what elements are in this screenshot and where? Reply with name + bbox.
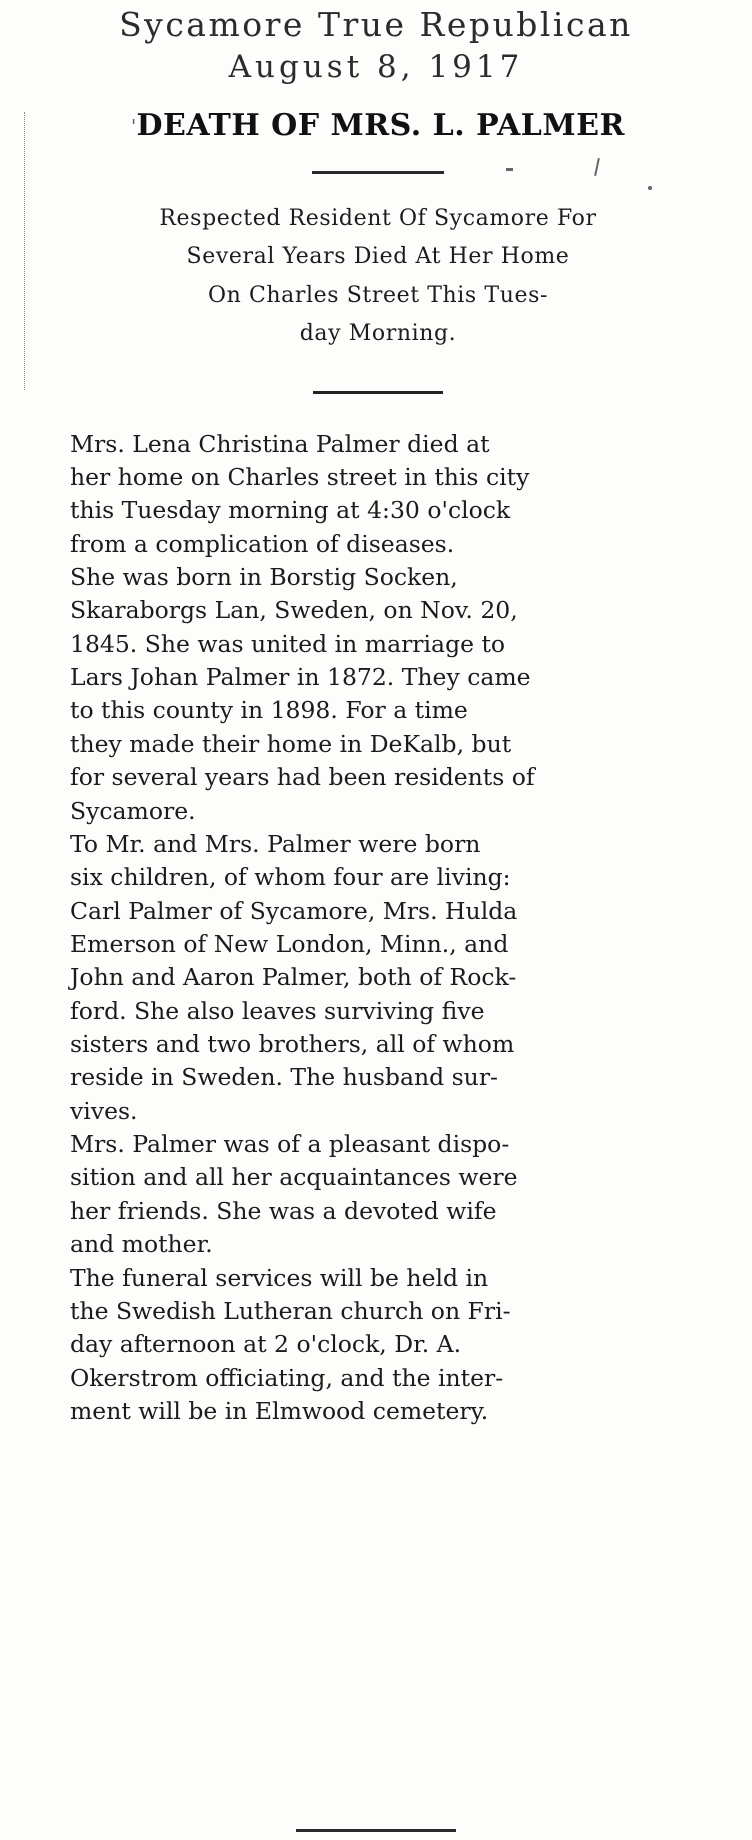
body-line: day afternoon at 2 o'clock, Dr. A. <box>70 1330 462 1359</box>
ink-speck-icon <box>648 186 652 190</box>
body-line: sisters and two brothers, all of whom <box>70 1030 515 1059</box>
body-line: Emerson of New London, Minn., and <box>70 929 509 958</box>
body-paragraph <box>36 1262 720 1429</box>
body-line: vives. <box>70 1096 138 1125</box>
publication-date: August 8, 1917 <box>228 48 524 85</box>
body-line: the Swedish Lutheran church on Fri- <box>70 1296 511 1325</box>
ink-speck-icon: ' <box>131 115 137 137</box>
body-paragraph <box>36 428 720 561</box>
subhead-divider <box>36 384 720 402</box>
paper-name: Sycamore True Republican <box>119 5 633 44</box>
body-line: Carl Palmer of Sycamore, Mrs. Hulda <box>70 896 518 925</box>
footer-divider <box>296 1829 456 1832</box>
body-line: her home on Charles street in this city <box>70 462 530 491</box>
body-line: her friends. She was a devoted wife <box>70 1196 497 1225</box>
divider-rule <box>312 171 444 174</box>
headline-text: DEATH OF MRS. L. PALMER <box>136 107 625 143</box>
ink-speck-icon <box>594 158 600 176</box>
subhead-line: Several Years Died At Her Home <box>186 244 570 270</box>
body-line: to this county in 1898. For a time <box>70 696 468 725</box>
body-line: She was born in Borstig Socken, <box>70 563 458 592</box>
body-line: Skaraborgs Lan, Sweden, on Nov. 20, <box>70 596 518 625</box>
subhead-line: Respected Resident Of Sycamore For <box>159 205 597 231</box>
body-line: Lars Johan Palmer in 1872. They came <box>70 663 531 692</box>
body-paragraph <box>36 1128 720 1261</box>
article-body <box>36 428 720 1429</box>
body-line: To Mr. and Mrs. Palmer were born <box>70 829 481 858</box>
body-line: Mrs. Lena Christina Palmer died at <box>70 429 490 458</box>
body-line: Sycamore. <box>70 796 196 825</box>
divider-rule <box>313 391 443 394</box>
body-line: this Tuesday morning at 4:30 o'clock <box>70 496 511 525</box>
article-subhead <box>36 200 720 354</box>
clipping-left-edge <box>24 112 25 390</box>
subhead-line: day Morning. <box>299 321 457 347</box>
body-paragraph <box>36 561 720 828</box>
body-line: for several years had been residents of <box>70 763 535 792</box>
body-paragraph <box>36 828 720 1128</box>
body-line: John and Aaron Palmer, both of Rock- <box>70 963 517 992</box>
body-line: Mrs. Palmer was of a pleasant dispo- <box>70 1130 510 1159</box>
body-line: Okerstrom officiating, and the inter- <box>70 1363 504 1392</box>
body-line: reside in Sweden. The husband sur- <box>70 1063 498 1092</box>
subhead-line: On Charles Street This Tues- <box>207 282 549 308</box>
body-line: ford. She also leaves surviving five <box>70 996 485 1025</box>
article <box>18 108 734 1429</box>
body-line: and mother. <box>70 1230 213 1259</box>
masthead <box>0 0 752 86</box>
body-line: six children, of whom four are living: <box>70 863 511 892</box>
body-line: ment will be in Elmwood cemetery. <box>70 1397 489 1425</box>
body-line: sition and all her acquaintances were <box>70 1163 518 1192</box>
body-line: 1845. She was united in marriage to <box>70 629 506 658</box>
body-line: from a complication of diseases. <box>70 529 455 558</box>
ink-speck-icon <box>506 168 513 171</box>
body-line: The funeral services will be held in <box>70 1263 489 1292</box>
article-headline <box>36 108 720 144</box>
body-line: they made their home in DeKalb, but <box>70 729 512 758</box>
headline-divider <box>36 164 720 182</box>
